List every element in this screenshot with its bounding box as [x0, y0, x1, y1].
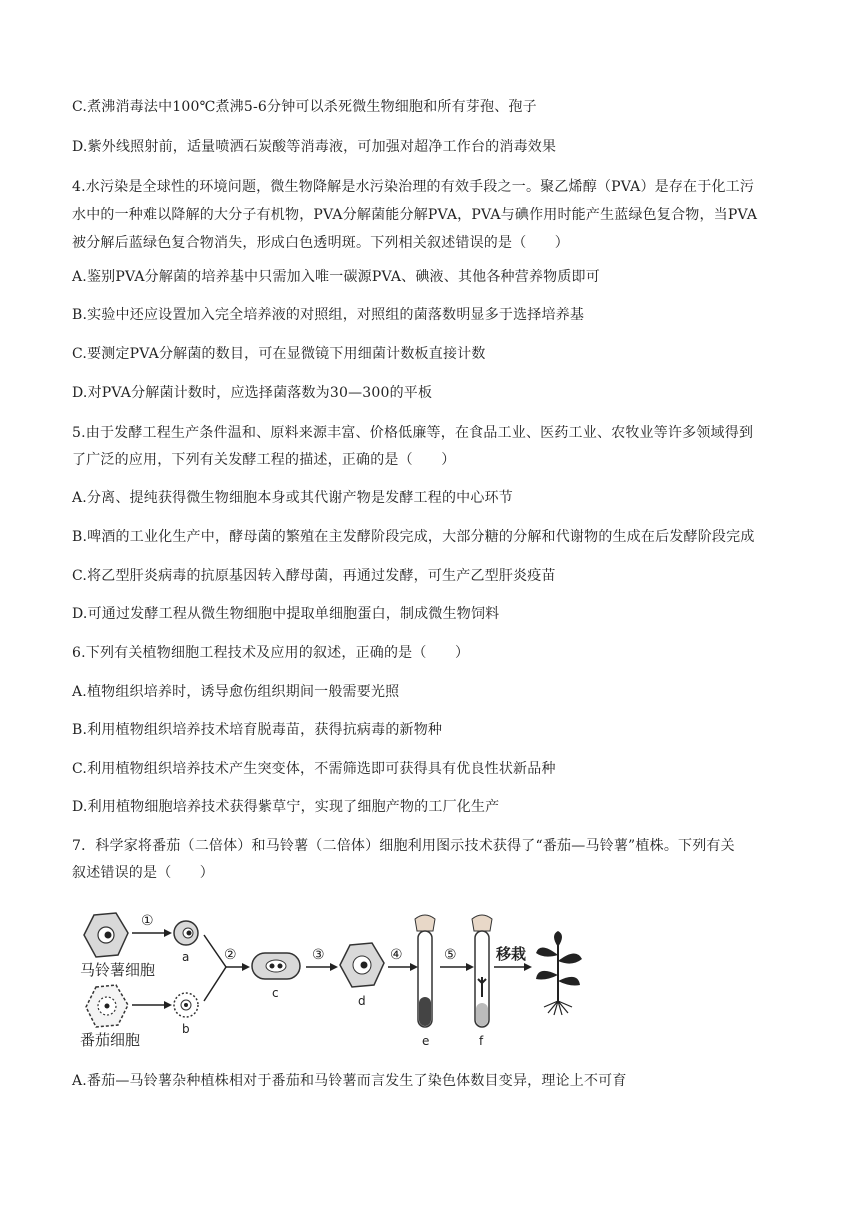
label-f: f [479, 1034, 484, 1048]
label-e: e [422, 1034, 430, 1048]
label-a: a [182, 950, 190, 964]
cell-fusion-diagram [72, 905, 592, 1065]
fused-cell-c-icon [252, 953, 300, 979]
option-6d: D.利用植物细胞培养技术获得紫草宁，实现了细胞产物的工厂化生产 [72, 799, 500, 815]
option-3c: C.煮沸消毒法中100℃煮沸5-6分钟可以杀死微生物细胞和所有芽孢、孢子 [72, 99, 537, 115]
option-4a: A.鉴别PVA分解菌的培养基中只需加入唯一碳源PVA、碘液、其他各种营养物质即可 [72, 269, 600, 285]
arrowhead-icon [164, 1001, 172, 1009]
transplant-label: 移栽 [496, 945, 527, 963]
question-7-stem-1: 7．科学家将番茄（二倍体）和马铃薯（二倍体）细胞利用图示技术获得了“番茄—马铃薯”植株。下列有关 [72, 838, 735, 854]
option-6c: C.利用植物组织培养技术产生突变体，不需筛选即可获得具有优良性状新品种 [72, 761, 556, 777]
step-4-label: ④ [390, 947, 403, 963]
step-5-label: ⑤ [444, 947, 457, 963]
tomato-cell-icon [86, 985, 128, 1027]
arrowhead-icon [164, 929, 172, 937]
option-4c: C.要测定PVA分解菌的数目，可在显微镜下用细菌计数板直接计数 [72, 346, 486, 362]
plant-icon [536, 931, 582, 1015]
option-3d: D.紫外线照射前，适量喷洒石炭酸等消毒液，可加强对超净工作台的消毒效果 [72, 139, 557, 155]
option-6a: A.植物组织培养时，诱导愈伤组织期间一般需要光照 [72, 684, 400, 700]
tomato-cell-label: 番茄细胞 [80, 1031, 141, 1049]
test-tube-e-icon [415, 915, 435, 1027]
option-5d: D.可通过发酵工程从微生物细胞中提取单细胞蛋白，制成微生物饲料 [72, 606, 500, 622]
step-2-label: ② [224, 947, 237, 963]
potato-cell-label: 马铃薯细胞 [80, 961, 156, 979]
question-5-stem-2: 了广泛的应用，下列有关发酵工程的描述，正确的是（ ） [72, 452, 456, 468]
step-1-label: ① [141, 913, 154, 929]
label-c: c [272, 986, 279, 1000]
question-4-stem-1: 4.水污染是全球性的环境问题，微生物降解是水污染治理的有效手段之一。聚乙烯醇（PVA）是存在于化工污 [72, 179, 755, 195]
option-5a: A.分离、提纯获得微生物细胞本身或其代谢产物是发酵工程的中心环节 [72, 490, 513, 506]
option-5c: C.将乙型肝炎病毒的抗原基因转入酵母菌，再通过发酵，可生产乙型肝炎疫苗 [72, 568, 556, 584]
label-d: d [358, 994, 366, 1008]
question-5-stem-1: 5.由于发酵工程生产条件温和、原料来源丰富、价格低廉等，在食品工业、医药工业、农牧业等许多领域得到 [72, 425, 754, 441]
option-6b: B.利用植物组织培养技术培育脱毒苗，获得抗病毒的新物种 [72, 722, 443, 738]
step-3-label: ③ [312, 947, 325, 963]
option-5b: B.啤酒的工业化生产中，酵母菌的繁殖在主发酵阶段完成，大部分糖的分解和代谢物的生成在后发酵阶段完成 [72, 529, 755, 545]
question-4-stem-2: 水中的一种难以降解的大分子有机物，PVA分解菌能分解PVA，PVA与碘作用时能产生蓝绿色复合物，当PVA [72, 207, 758, 223]
potato-cell-icon [84, 913, 128, 957]
question-7-stem-2: 叙述错误的是（ ） [72, 865, 214, 881]
question-4-stem-3: 被分解后蓝绿色复合物消失，形成白色透明斑。下列相关叙述错误的是（ ） [72, 235, 569, 251]
option-4d: D.对PVA分解菌计数时，应选择菌落数为30—300的平板 [72, 385, 433, 401]
label-b: b [182, 1022, 190, 1036]
option-7a: A.番茄—马铃薯杂种植株相对于番茄和马铃薯而言发生了染色体数目变异，理论上不可育 [72, 1073, 627, 1089]
option-4b: B.实验中还应设置加入完全培养液的对照组，对照组的菌落数明显多于选择培养基 [72, 307, 585, 323]
arrowhead-icon [242, 963, 250, 971]
protoplast-b-icon [174, 993, 198, 1017]
protoplast-a-icon [174, 921, 198, 945]
hybrid-cell-d-icon [340, 943, 384, 987]
question-6-stem: 6.下列有关植物细胞工程技术及应用的叙述，正确的是（ ） [72, 645, 470, 661]
test-tube-f-icon [472, 915, 492, 1027]
merge-arrow-icon [204, 935, 226, 1001]
